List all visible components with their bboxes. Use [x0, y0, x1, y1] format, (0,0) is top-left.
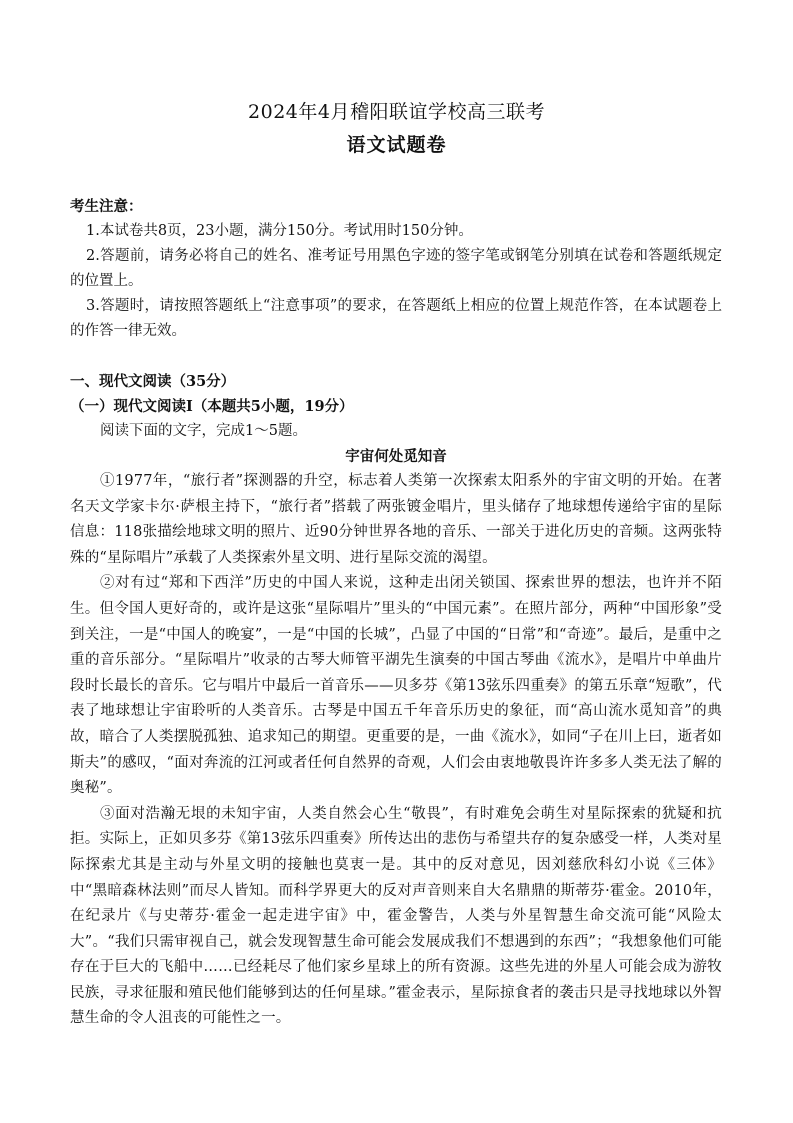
notice-item: 2.答题前，请务必将自己的姓名、准考证号用黑色字迹的签字笔或钢笔分别填在试卷和答题纸规定的位置上。 — [70, 248, 722, 289]
notice-item: 3.答题时，请按照答题纸上“注意事项”的要求，在答题纸上相应的位置上规范作答，在本试题卷上的作答一律无效。 — [70, 298, 722, 339]
exam-subtitle: 语文试题卷 — [346, 134, 447, 156]
reading-instruction: 阅读下面的文字，完成1～5题。 — [100, 423, 307, 439]
article-title: 宇宙何处觅知音 — [345, 448, 447, 465]
article-paragraph: ③面对浩瀚无垠的未知宇宙，人类自然会心生“敬畏”，有时难免会萌生对星际探索的犹疑和抗拒。实际上，正如贝多芬《第13弦乐四重奏》所传达出的悲伤与希望共存的复杂感受一样，人类对星际探索尤其是主动与外星文明的接触也莫衷一是。其中的反对意见，因刘慈欣科幻小说《三体》中“黑暗森林法则”而尽人皆知。而科学界更大的反对声音则来自大名鼎鼎的斯蒂芬·霍金。2010年，在纪录片《与史蒂芬·霍金一起走进宇宙》中，霍金警告，人类与外星智慧生命交流可能“风险太大”。“我们只需审视自己，就会发现智慧生命可能会发展成我们不想遇到的东西”；“我想象他们可能存在于巨大的飞船中……已经耗尽了他们家乡星球上的所有资源。这些先进的外星人可能会成为游牧民族，寻求征服和殖民他们能够到达的任何星球。”霍金表示，星际掠食者的袭击只是寻找地球以外智慧生命的令人沮丧的可能性之一。 — [70, 805, 722, 1027]
notice-item: 1.本试卷共8页，23小题，满分150分。考试用时150分钟。 — [86, 223, 473, 239]
article-paragraph: ②对有过“郑和下西洋”历史的中国人来说，这种走出闭关锁国、探索世界的想法，也许并不陌生。但令国人更好奇的，或许是这张“星际唱片”里头的“中国元素”。在照片部分，两种“中国形象”受到关注，一是“中国人的晚宴”，一是“中国的长城”，凸显了中国的“日常”和“奇迹”。最后，是重中之重的音乐部分。“星际唱片”收录的古琴大师管平湖先生演奏的中国古琴曲《流水》，是唱片中单曲片段时长最长的音乐。它与唱片中最后一首音乐——贝多芬《第13弦乐四重奏》的第五乐章“短歌”，代表了地球想让宇宙聆听的人类音乐。古琴是中国五千年音乐历史的象征，而“高山流水觅知音”的典故，暗合了人类摆脱孤独、追求知己的期望。更重要的是，一曲《流水》，如同“子在川上曰，逝者如斯夫”的感叹，“面对奔流的江河或者任何自然界的奇观，人们会由衷地敬畏许许多多人类无法了解的奥秘”。 — [70, 575, 722, 797]
article-body — [70, 469, 722, 1032]
article-paragraph: ①1977年，“旅行者”探测器的升空，标志着人类第一次探索太阳系外的宇宙文明的开始。在著名天文学家卡尔·萨根主持下，“旅行者”搭载了两张镀金唱片，里头储存了地球想传递给宇宙的星际信息：118张描绘地球文明的照片、近90分钟世界各地的音乐、一部关于进化历史的音频。这两张特殊的“星际唱片”承载了人类探索外星文明、进行星际交流的渴望。 — [70, 473, 722, 566]
section-subheading: （一）现代文阅读Ⅰ（本题共5小题，19分） — [70, 398, 354, 415]
notice-heading: 考生注意： — [70, 198, 143, 215]
exam-title: 2024年4月稽阳联谊学校高三联考 — [248, 101, 545, 123]
section-header — [70, 369, 722, 469]
candidate-notice — [70, 194, 722, 344]
section-heading: 一、现代文阅读（35分） — [70, 373, 236, 390]
